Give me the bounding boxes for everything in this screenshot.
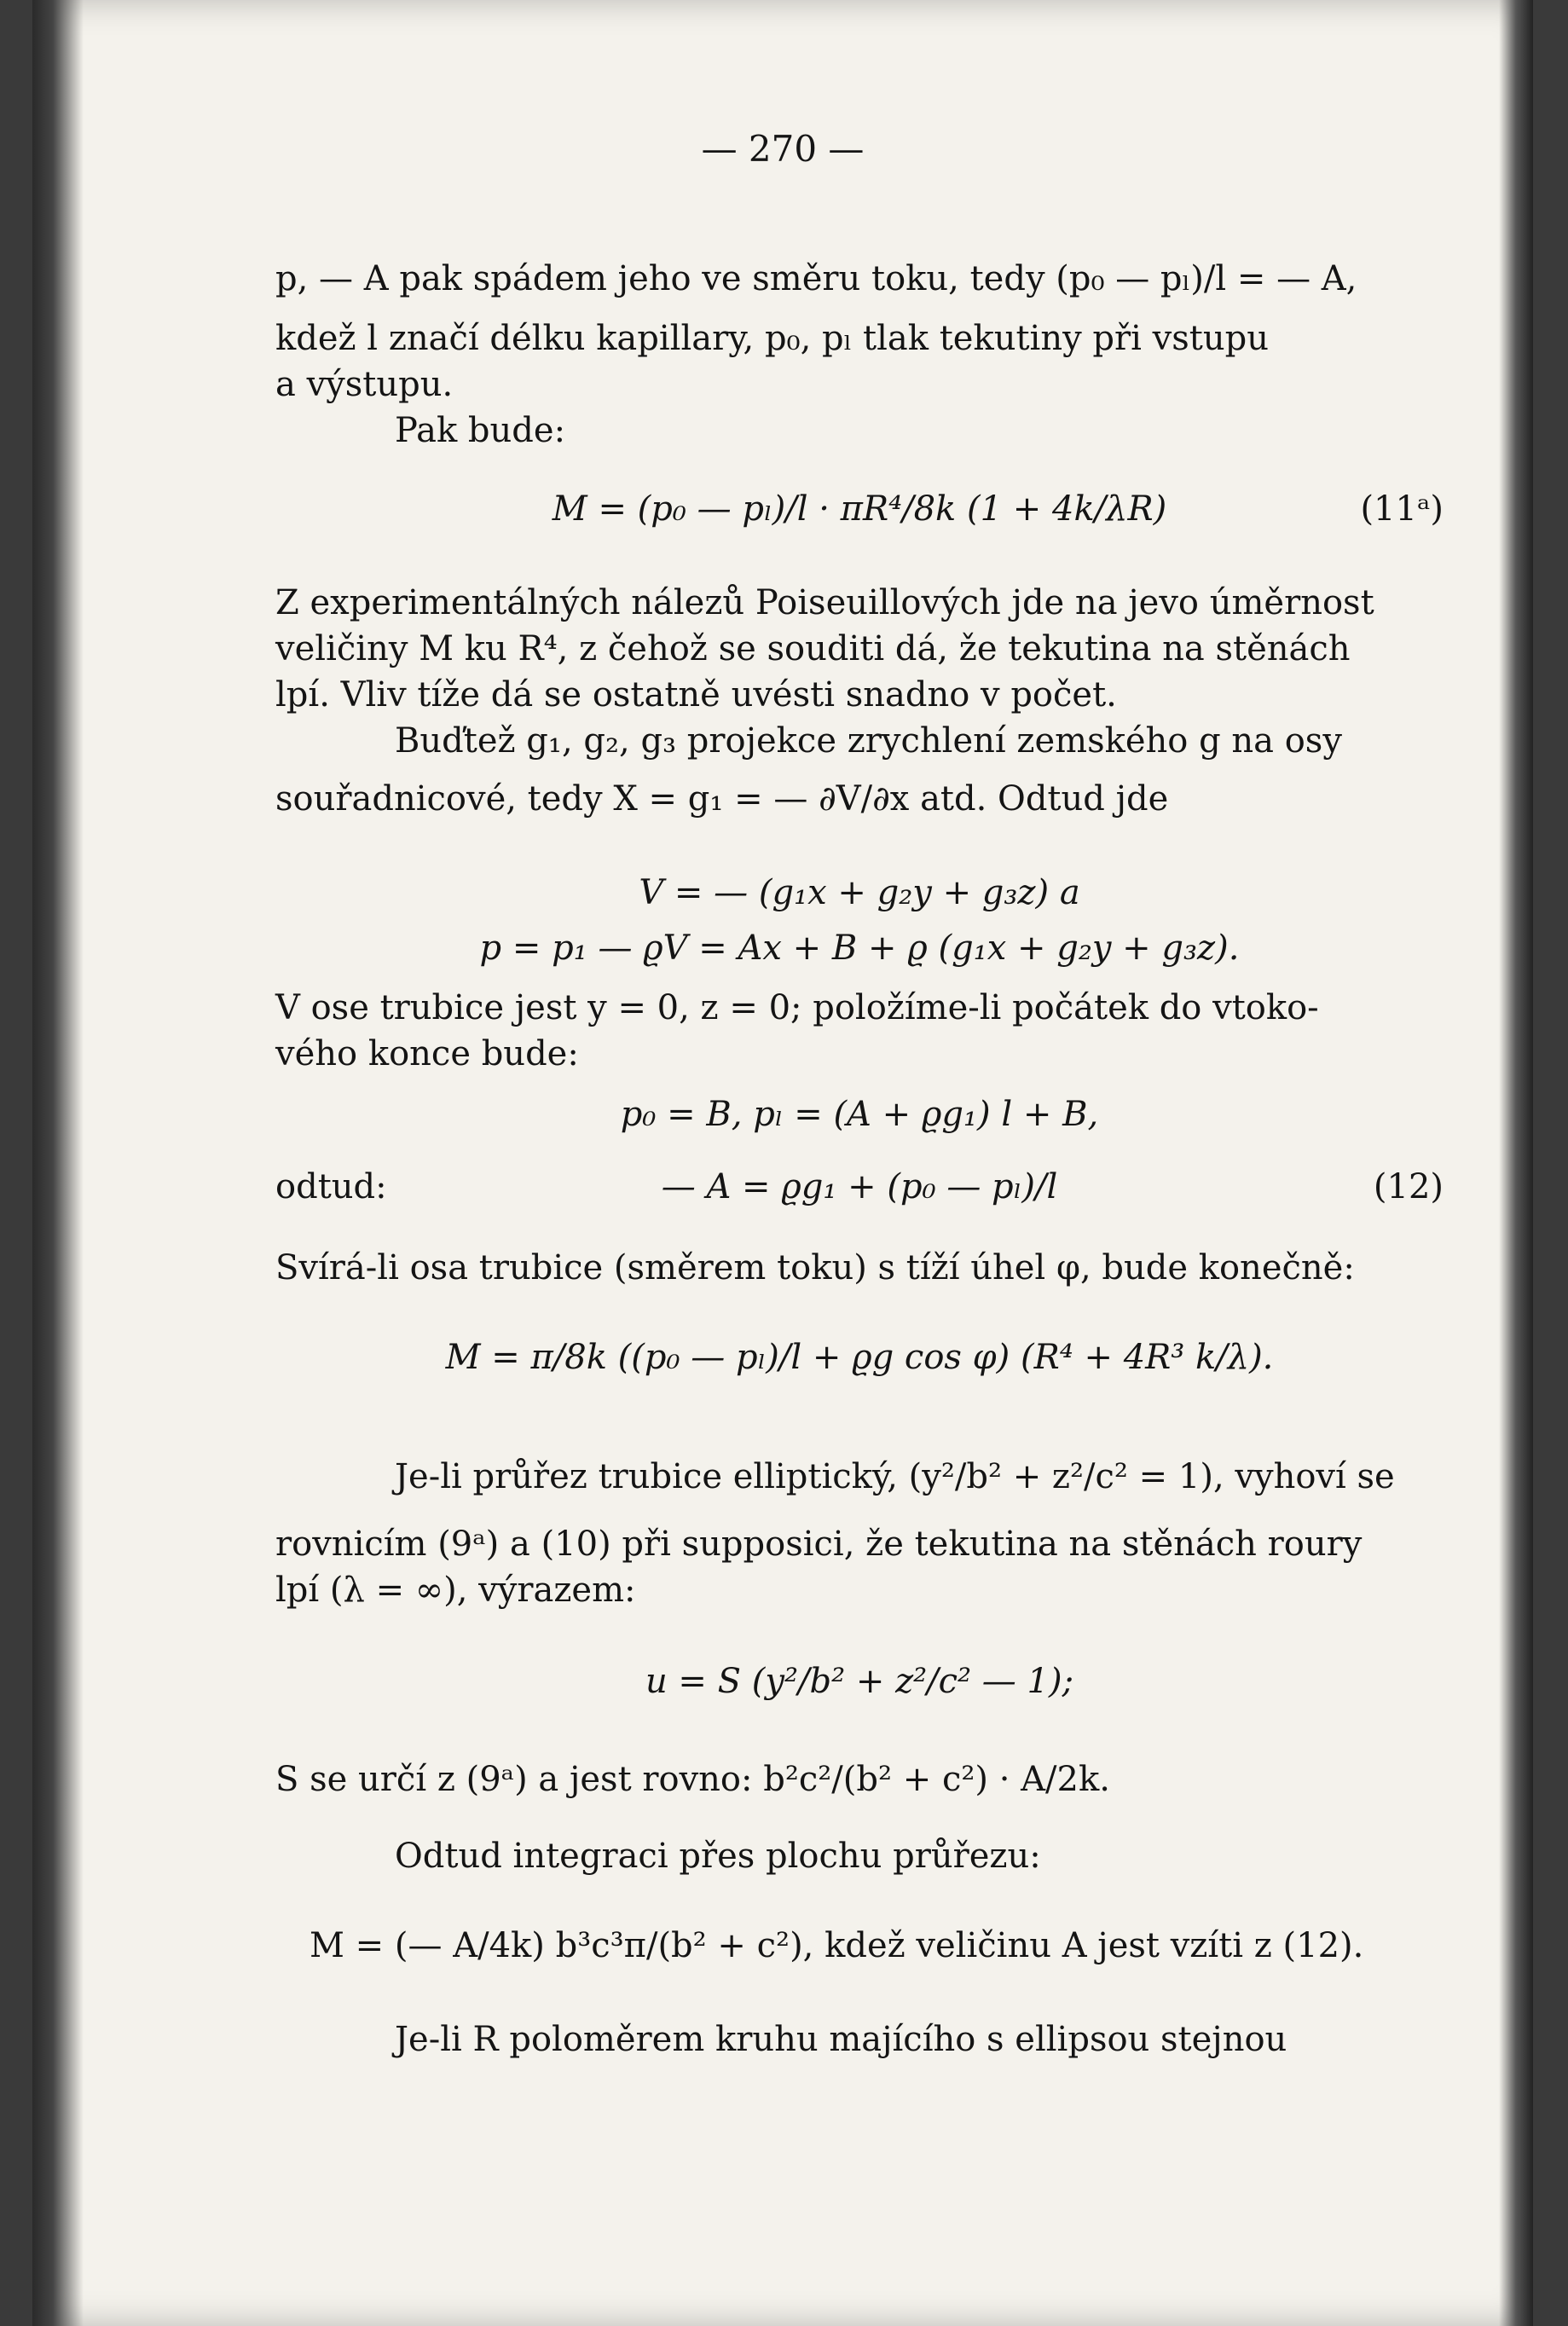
equation-p0: p₀ = B, pₗ = (A + ϱg₁) l + B,	[620, 1095, 1099, 1134]
text-line: Je-li průřez trubice elliptický, (y²/b² + z²/c² = 1), vyhoví se	[395, 1457, 1395, 1496]
text-line: Svírá-li osa trubice (směrem toku) s tíží úhel φ, bude konečně:	[275, 1248, 1355, 1287]
equation-p: p = p₁ — ϱV = Ax + B + ϱ (g₁x + g₂y + g₃z).	[479, 929, 1240, 968]
equation-u: u = S (y²/b² + z²/c² — 1);	[645, 1662, 1074, 1701]
text-line: S se určí z (9ᵃ) a jest rovno: b²c²/(b² + c²) · A/2k.	[275, 1760, 1110, 1799]
text-line: V ose trubice jest y = 0, z = 0; položíme-li počátek do vtoko-	[275, 988, 1319, 1027]
text-line: a výstupu.	[275, 365, 454, 404]
equation-tag: (11ᵃ)	[1360, 489, 1444, 529]
scan-shadow-left	[32, 0, 84, 2326]
equation-m2: M = π/8k ((p₀ — pₗ)/l + ϱg cos φ) (R⁴ + 4R³ k/λ).	[445, 1338, 1274, 1377]
book-page	[32, 0, 1533, 2326]
text-line: rovnicím (9ᵃ) a (10) při supposici, že tekutina na stěnách roury	[275, 1525, 1363, 1564]
text-line: Z experimentálných nálezů Poiseuillových jde na jevo úměrnost	[275, 583, 1374, 622]
text-line: veličiny M ku R⁴, z čehož se souditi dá, že tekutina na stěnách	[275, 629, 1351, 668]
text-line: kdež l značí délku kapillary, p₀, pₗ tlak tekutiny při vstupu	[275, 319, 1269, 358]
text-line: Je-li R poloměrem kruhu majícího s ellipsou stejnou	[395, 2020, 1287, 2059]
text-line: Odtud integraci přes plochu průřezu:	[395, 1837, 1041, 1876]
text-line: souřadnicové, tedy X = g₁ = — ∂V/∂x atd. Odtud jde	[275, 779, 1169, 819]
text-line: vého konce bude:	[275, 1034, 579, 1073]
equation-v: V = — (g₁x + g₂y + g₃z) a	[639, 873, 1080, 912]
text-line: lpí. Vliv tíže dá se ostatně uvésti snadno v počet.	[275, 675, 1117, 715]
text-line: M = (— A/4k) b³c³π/(b² + c²), kdež veličinu A jest vzíti z (12).	[310, 1926, 1364, 1965]
text-line: lpí (λ = ∞), výrazem:	[275, 1571, 636, 1610]
text-line: odtud:	[275, 1167, 387, 1206]
text-line: p, — A pak spádem jeho ve směru toku, tedy (p₀ — pₗ)/l = — A,	[275, 259, 1357, 298]
page-number: — 270 —	[701, 128, 865, 170]
scan-shadow-right	[1499, 0, 1533, 2326]
equation-tag: (12)	[1373, 1167, 1444, 1206]
text-line: Pak bude:	[395, 411, 566, 450]
equation-12: — A = ϱg₁ + (p₀ — pₗ)/l	[661, 1167, 1058, 1206]
text-line: Buďtež g₁, g₂, g₃ projekce zrychlení zemského g na osy	[395, 721, 1342, 761]
equation-11a: M = (p₀ — pₗ)/l · πR⁴/8k (1 + 4k/λR)	[552, 489, 1167, 529]
